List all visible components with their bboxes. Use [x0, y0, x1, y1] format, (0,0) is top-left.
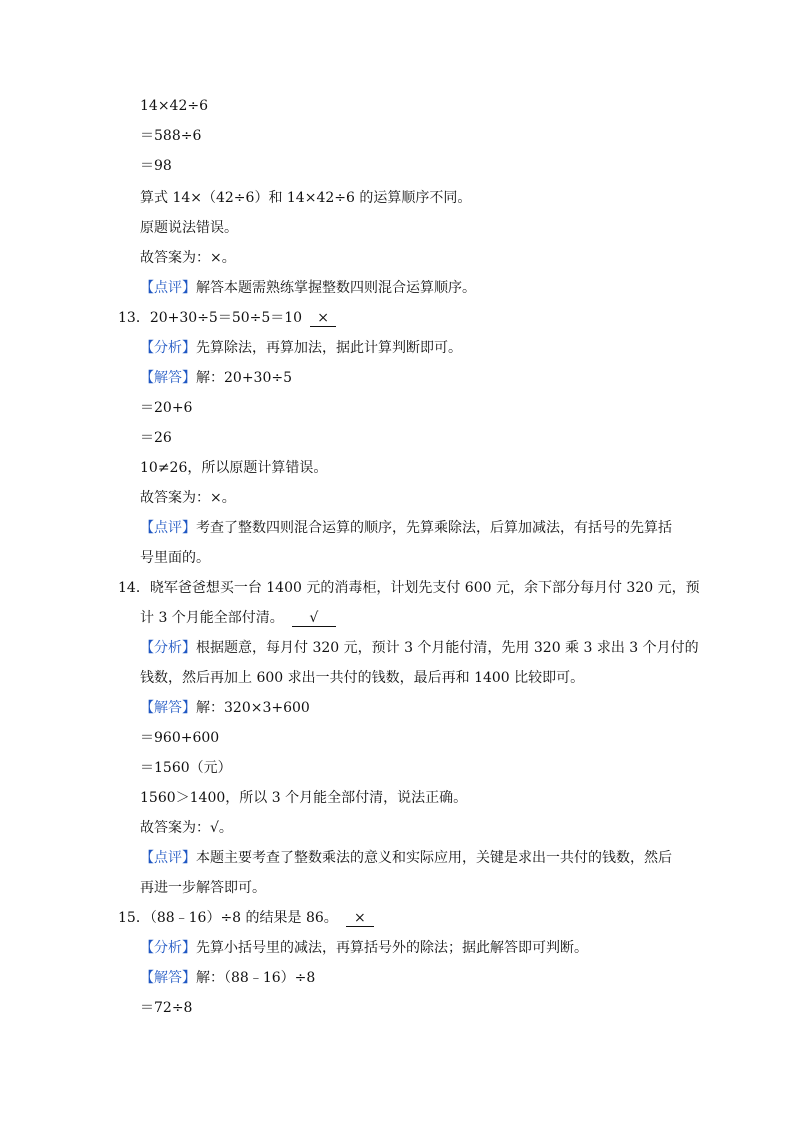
calc-line: ＝98: [140, 158, 172, 174]
answer-blank: ×: [310, 310, 336, 327]
question-number: 15．: [118, 910, 150, 926]
question-15: [118, 908, 374, 928]
analysis-text: 先算小括号里的减法，再算括号外的除法；据此解答即可判断。: [196, 940, 588, 956]
comment-line: 再进一步解答即可。: [140, 880, 266, 896]
solution-text: 解：（88﹣16）÷8: [196, 970, 316, 986]
answer-blank: ×: [346, 910, 374, 927]
solution-tag: 【解答】: [140, 970, 196, 986]
answer-line: 故答案为：×。: [140, 490, 236, 506]
question-14-cont: [140, 608, 336, 628]
comment-tag: 【点评】: [140, 520, 196, 536]
comment-line: 号里面的。: [140, 550, 210, 566]
analysis-tag: 【分析】: [140, 640, 196, 656]
comment-line: [140, 848, 672, 868]
explanation-line: 算式 14×（42÷6）和 14×42÷6 的运算顺序不同。: [140, 190, 472, 206]
analysis-line: 钱数，然后再加上 600 求出一共付的钱数，最后再和 1400 比较即可。: [140, 670, 585, 686]
analysis-tag: 【分析】: [140, 340, 196, 356]
comment-tag: 【点评】: [140, 850, 196, 866]
calc-line: ＝20+6: [140, 400, 193, 416]
analysis-line: [140, 638, 699, 658]
comment-line: [140, 518, 672, 538]
answer-line: 故答案为：×。: [140, 250, 236, 266]
explanation-line: 10≠26，所以原题计算错误。: [140, 460, 328, 476]
analysis-tag: 【分析】: [140, 940, 196, 956]
analysis-line: [140, 338, 462, 358]
explanation-line: 原题说法错误。: [140, 220, 238, 236]
comment-line: [140, 278, 476, 298]
calc-line: ＝960+600: [140, 730, 220, 746]
calc-line: 14×42÷6: [140, 98, 208, 114]
question-14: [118, 578, 700, 598]
question-text: 晓军爸爸想买一台 1400 元的消毒柜，计划先支付 600 元，余下部分每月付 320 元，预: [149, 580, 700, 596]
question-text: 20+30÷5＝50÷5＝10: [149, 310, 303, 326]
explanation-line: 1560＞1400，所以 3 个月能全部付清，说法正确。: [140, 790, 468, 806]
calc-line: ＝26: [140, 430, 172, 446]
analysis-line: [140, 938, 588, 958]
question-text: （88﹣16）÷8 的结果是 86。: [149, 910, 338, 926]
answer-line: 故答案为：√。: [140, 820, 233, 836]
comment-text: 解答本题需熟练掌握整数四则混合运算顺序。: [196, 280, 476, 296]
calc-line: ＝72÷8: [140, 1000, 193, 1016]
solution-line: [140, 968, 315, 988]
solution-tag: 【解答】: [140, 700, 196, 716]
comment-tag: 【点评】: [140, 280, 196, 296]
question-number: 14．: [118, 580, 150, 596]
calc-line: ＝588÷6: [140, 128, 202, 144]
solution-line: [140, 368, 292, 388]
solution-text: 解：20+30÷5: [196, 370, 292, 386]
answer-blank: √: [292, 610, 336, 627]
comment-text: 本题主要考查了整数乘法的意义和实际应用，关键是求出一共付的钱数，然后: [196, 850, 672, 866]
solution-text: 解：320×3+600: [196, 700, 310, 716]
calc-line: ＝1560（元）: [140, 760, 232, 776]
analysis-text: 先算除法，再算加法，据此计算判断即可。: [196, 340, 462, 356]
question-number: 13．: [118, 310, 150, 326]
comment-text: 考查了整数四则混合运算的顺序，先算乘除法，后算加减法，有括号的先算括: [196, 520, 672, 536]
question-text: 计 3 个月能全部付清。: [140, 610, 284, 626]
question-13: [118, 308, 336, 328]
solution-line: [140, 698, 310, 718]
analysis-text: 根据题意，每月付 320 元，预计 3 个月能付清，先用 320 乘 3 求出 3 个月付的: [196, 640, 699, 656]
solution-tag: 【解答】: [140, 370, 196, 386]
